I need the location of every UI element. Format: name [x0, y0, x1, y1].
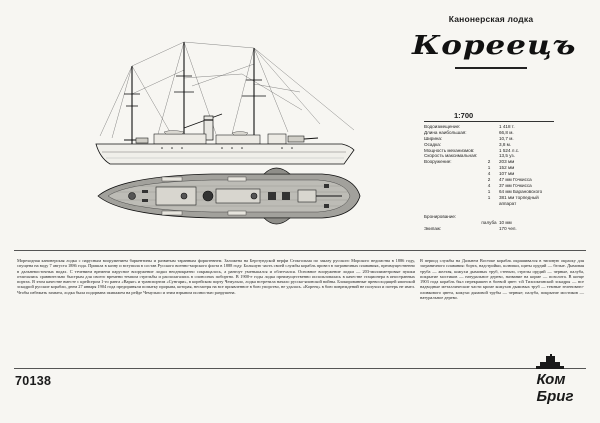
spec-count: 4: [487, 171, 491, 177]
spec-main-rows: [424, 124, 574, 206]
spec-count: [479, 201, 499, 207]
kombrig-logo: [520, 354, 582, 406]
spec-key: Длина наибольшая:: [424, 129, 467, 135]
camouflage-text: В период службы на Дальнем Востоке корабль окрашивался в типовую окраску для заграничного плавания: борта, надстройки, шлюпки, щиты орудий — белые. Дымовая труба — желтая, кожухи дымовых труб, стеньги, стрелы орудий — черные, палуба, покрытие мостиков — натуральное дерево, название на корме — позолота. В конце 1903 года корабль был перекрашен в боевой цвет: т.й Тихоокеанской эскадры — все надводные металлические части кроме кожухов дымовых труб — темные зеленовато-оливкового цвета, кожухи дымовой трубы — черные; палуба, покрытие мостиков — натуральное дерево.: [420, 258, 584, 301]
spec-key: Ширина:: [424, 135, 443, 141]
logo-text-bottom: Бриг: [536, 388, 574, 405]
specifications-table: [424, 124, 574, 232]
scale-label: 1:700: [454, 111, 474, 120]
spec-value: 37 мм Гочкисса: [499, 182, 532, 188]
kit-number: 70138: [15, 374, 52, 388]
side-profile-drawing: [96, 42, 354, 164]
spec-key: [424, 201, 479, 207]
spec-row: [424, 226, 574, 232]
spec-count: [479, 226, 499, 232]
spec-key: Экипаж:: [424, 226, 442, 232]
spec-count: 1: [487, 188, 491, 194]
spec-value: 1 524 л.с.: [499, 147, 520, 153]
spec-value: 13,5 уз.: [499, 153, 515, 159]
spec-key: Бронирование:: [424, 214, 457, 220]
spec-count: палуба: [481, 220, 497, 226]
history-text: Мореходная канонерская лодка с парусным вооружением баркентины и развитым таранным форштевнем. Заложена на Бергзундской верфи Стокгольма по заказу русского Морского ведомства в 1886 году, спущена на воду 7 августа 1886 года. Пришла в казну и вступила в состав Русского военно-морского флота в 1888 году. Большую часть своей службы корабль провел в заграничных плаваниях, преимущественно в дальневосточных водах. С течением времени парусное вооружение лодки неоднократно сокращалось, а рангоут уменьшался и облегчался. Основное вооружение лодки — 203-миллиметровые пушки отличались сравнительно быстрым для своего времени темпом стрельбы и располагались в спонсонах побортно. В 1900-е годы лодка преимущественно использовалась в качестве стационера в иностранных портах. В этом качестве вместе с крейсером 1-го ранга «Варяг» и транспортом «Сунгари», в корейском порту Чемульпо, лодка встретила начало русско-японской войны. Блокированные превосходящей японской эскадрой русские корабли, днем 27 января 1904 года предприняли попытку прорыва, которая, несмотря на все проявленное в бою упорство, не удалась. «Кореец» в бою повреждений не получил и потерь не имел. Чтобы избежать захвата, лодка была подорвана экипажем на рейде Чемульпо и этим взрывом полностью разрушена.: [17, 258, 415, 295]
spec-value: 64 мм Барановского: [499, 188, 543, 194]
spec-value: 203 мм: [499, 159, 515, 165]
spec-count: 1: [487, 165, 491, 171]
spec-armor-rows: [424, 214, 574, 232]
spec-key: Скорость максимальная:: [424, 153, 478, 159]
spec-count: 4: [487, 182, 491, 188]
spec-value: 107 мм: [499, 171, 515, 177]
spec-value: 381 мм торпедный: [499, 194, 539, 200]
spec-gap: [424, 206, 574, 214]
title-underline: [455, 67, 527, 69]
spec-value: 66,8 м.: [499, 129, 514, 135]
logo-text-top: Ком: [536, 371, 566, 388]
ship-class-subtitle: Канонерская лодка: [448, 14, 534, 24]
spec-value: 3,8 м.: [499, 141, 512, 147]
spec-value: 152 мм: [499, 165, 515, 171]
spec-row: [424, 201, 574, 207]
spec-value: 10 мм: [499, 220, 512, 226]
spec-key: Водоизмещение:: [424, 124, 461, 129]
spec-value: 47 мм Гочкисса: [499, 177, 532, 183]
deck-plan-drawing: [98, 168, 360, 224]
spec-count: 2: [487, 177, 491, 183]
scale-divider: [424, 121, 554, 122]
ship-drawings: [92, 34, 416, 248]
spec-count: 1: [487, 194, 491, 200]
text-top-rule: [14, 250, 586, 251]
spec-value: 170 чел.: [499, 226, 517, 232]
spec-key: Вооружение:: [424, 159, 452, 165]
spec-value: аппарат: [499, 200, 517, 206]
text-bottom-rule: [14, 368, 586, 369]
spec-key: Осадка:: [424, 141, 442, 147]
ship-name-title: Кореецъ: [412, 30, 577, 61]
spec-value: 10,7 м.: [499, 135, 514, 141]
spec-key: Мощность механизмов:: [424, 147, 475, 153]
spec-value: 1 418 т.: [499, 124, 515, 129]
spec-count: 2: [487, 159, 491, 165]
